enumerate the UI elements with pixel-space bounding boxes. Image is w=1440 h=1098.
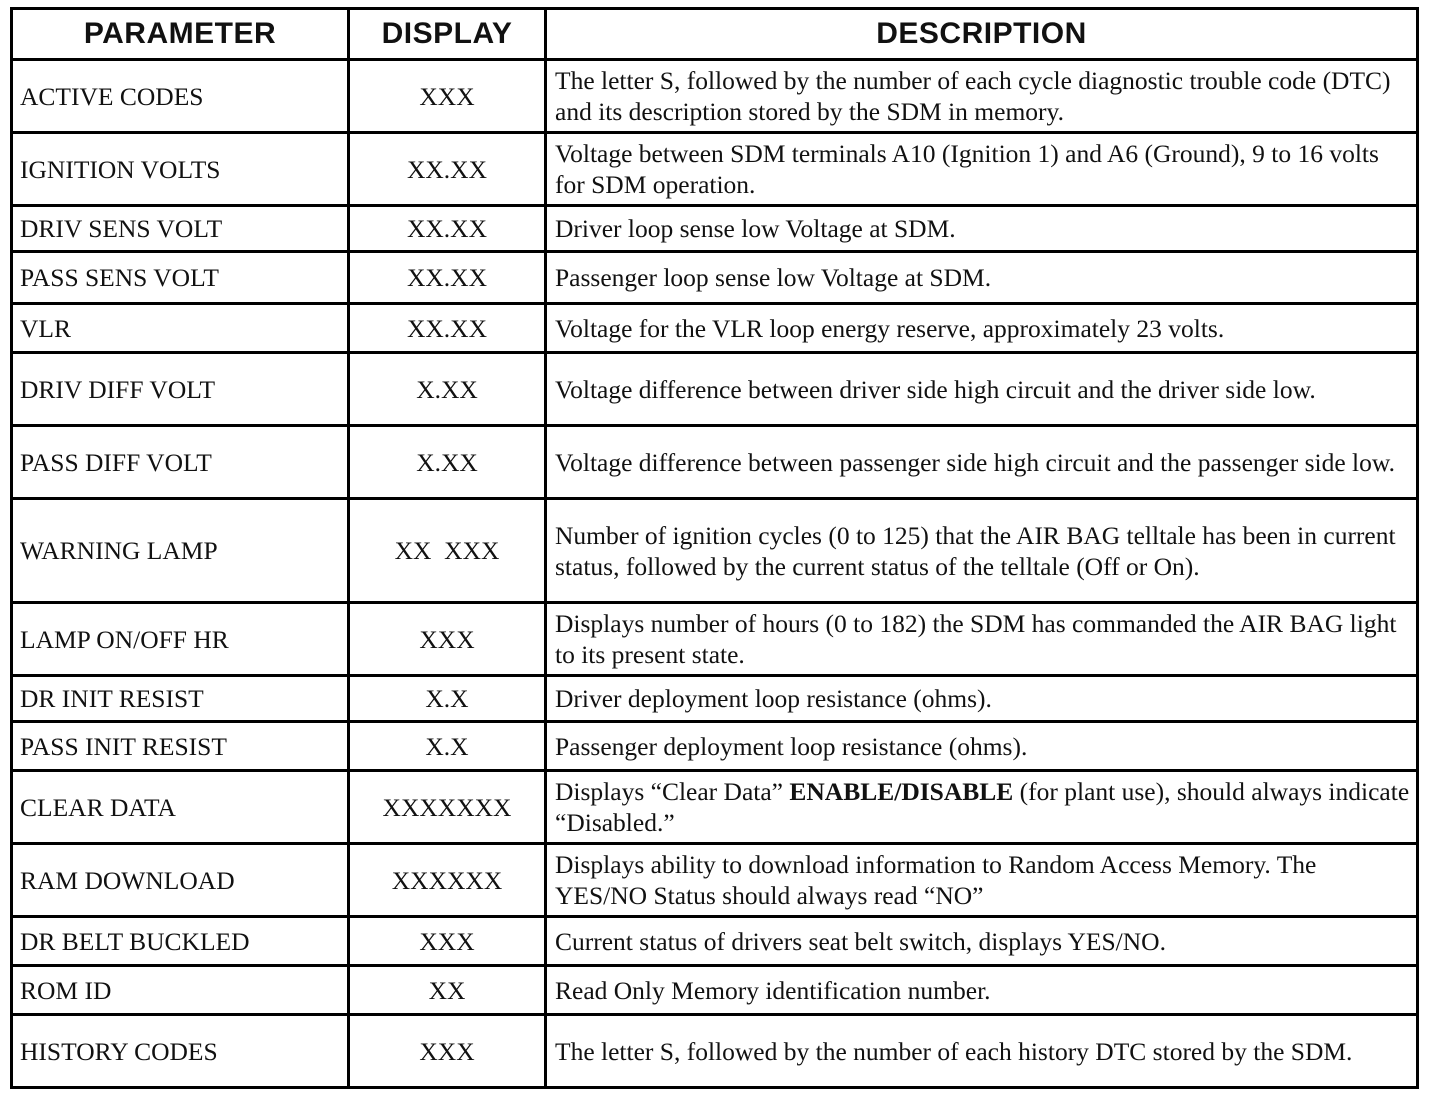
description-cell: Voltage difference between driver side high circuit and the driver side low. — [546, 353, 1418, 426]
display-cell: X.XX — [349, 353, 546, 426]
table-row — [12, 1015, 1418, 1088]
parameter-cell: ACTIVE CODES — [12, 60, 349, 133]
table-row — [12, 917, 1418, 966]
description-cell — [546, 771, 1418, 844]
parameter-cell: DRIV SENS VOLT — [12, 206, 349, 252]
description-cell: Current status of drivers seat belt switch, displays YES/NO. — [546, 917, 1418, 966]
display-cell: XX.XX — [349, 252, 546, 304]
description-cell: Read Only Memory identification number. — [546, 966, 1418, 1015]
parameter-table — [10, 7, 1419, 1089]
header-row — [12, 9, 1418, 60]
table-row — [12, 426, 1418, 499]
header-description: DESCRIPTION — [546, 9, 1418, 60]
parameter-cell: DR INIT RESIST — [12, 676, 349, 722]
parameter-table-container — [10, 7, 1416, 1089]
display-cell: XXX — [349, 1015, 546, 1088]
table-row — [12, 603, 1418, 676]
display-cell: XX XXX — [349, 499, 546, 603]
table-row — [12, 252, 1418, 304]
header-parameter: PARAMETER — [12, 9, 349, 60]
table-row — [12, 966, 1418, 1015]
table-row — [12, 771, 1418, 844]
parameter-cell: RAM DOWNLOAD — [12, 844, 349, 917]
description-cell: Voltage for the VLR loop energy reserve, approximately 23 volts. — [546, 304, 1418, 353]
parameter-cell: HISTORY CODES — [12, 1015, 349, 1088]
header-display: DISPLAY — [349, 9, 546, 60]
parameter-cell: VLR — [12, 304, 349, 353]
table-row — [12, 844, 1418, 917]
description-bold-text: ENABLE/DISABLE — [789, 777, 1014, 806]
table-row — [12, 304, 1418, 353]
parameter-cell: ROM ID — [12, 966, 349, 1015]
description-cell: Displays ability to download information to Random Access Memory. The YES/NO Status should always read “NO” — [546, 844, 1418, 917]
table-row — [12, 722, 1418, 771]
description-text: (for plant use), should always indicate “Disabled.” — [555, 777, 1410, 837]
description-cell: Displays number of hours (0 to 182) the SDM has commanded the AIR BAG light to its present state. — [546, 603, 1418, 676]
display-cell: XXXXXXX — [349, 771, 546, 844]
parameter-cell: DR BELT BUCKLED — [12, 917, 349, 966]
parameter-cell: PASS INIT RESIST — [12, 722, 349, 771]
parameter-cell: CLEAR DATA — [12, 771, 349, 844]
description-cell: Voltage difference between passenger side high circuit and the passenger side low. — [546, 426, 1418, 499]
parameter-cell: DRIV DIFF VOLT — [12, 353, 349, 426]
table-row — [12, 676, 1418, 722]
display-cell: XX — [349, 966, 546, 1015]
table-row — [12, 133, 1418, 206]
description-cell: Driver loop sense low Voltage at SDM. — [546, 206, 1418, 252]
parameter-cell: WARNING LAMP — [12, 499, 349, 603]
description-cell: Passenger deployment loop resistance (ohms). — [546, 722, 1418, 771]
table-header — [12, 9, 1418, 60]
description-cell: Number of ignition cycles (0 to 125) that the AIR BAG telltale has been in current status, followed by the current status of the telltale (Off or On). — [546, 499, 1418, 603]
display-cell: XXX — [349, 917, 546, 966]
table-row — [12, 206, 1418, 252]
display-cell: X.X — [349, 676, 546, 722]
parameter-cell: IGNITION VOLTS — [12, 133, 349, 206]
description-cell: The letter S, followed by the number of each history DTC stored by the SDM. — [546, 1015, 1418, 1088]
description-cell: Passenger loop sense low Voltage at SDM. — [546, 252, 1418, 304]
display-cell: XX.XX — [349, 206, 546, 252]
description-cell: Driver deployment loop resistance (ohms). — [546, 676, 1418, 722]
display-cell: XX.XX — [349, 304, 546, 353]
display-cell: X.X — [349, 722, 546, 771]
display-cell: XXXXXX — [349, 844, 546, 917]
description-cell: The letter S, followed by the number of each cycle diagnostic trouble code (DTC) and its description stored by the SDM in memory. — [546, 60, 1418, 133]
parameter-cell: PASS DIFF VOLT — [12, 426, 349, 499]
table-row — [12, 353, 1418, 426]
table-row — [12, 60, 1418, 133]
display-cell: XXX — [349, 603, 546, 676]
display-cell: X.XX — [349, 426, 546, 499]
table-body — [12, 60, 1418, 1088]
description-text: Displays “Clear Data” — [555, 777, 790, 806]
display-cell: XXX — [349, 60, 546, 133]
parameter-cell: LAMP ON/OFF HR — [12, 603, 349, 676]
display-cell: XX.XX — [349, 133, 546, 206]
description-cell: Voltage between SDM terminals A10 (Ignition 1) and A6 (Ground), 9 to 16 volts for SDM operation. — [546, 133, 1418, 206]
parameter-cell: PASS SENS VOLT — [12, 252, 349, 304]
table-row — [12, 499, 1418, 603]
